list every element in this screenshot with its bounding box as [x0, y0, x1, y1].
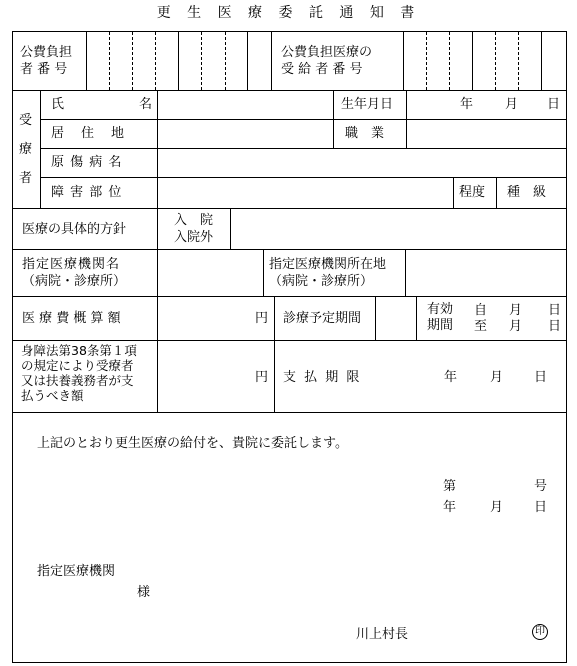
- patient-section-label: 受 療 者: [19, 113, 33, 186]
- row-divider: [40, 119, 566, 120]
- payment-law-text: 身障法第38条第１項 の規定により受療者 又は扶養義務者が支 払うべき額: [21, 343, 137, 403]
- deadline-day: 日: [534, 370, 548, 385]
- treatment-period-label: 診療予定期間: [283, 311, 362, 326]
- column-divider: [230, 208, 231, 249]
- birth-day-label: 日: [547, 97, 561, 112]
- disability-label: 障 害 部 位: [51, 185, 123, 200]
- column-divider: [157, 249, 158, 296]
- name-label-first: 氏: [51, 97, 65, 112]
- deadline-month: 月: [490, 370, 504, 385]
- digit-divider: [132, 32, 133, 90]
- birthdate-label: 生年月日: [341, 97, 394, 112]
- period-to-label: 至: [474, 319, 488, 334]
- inpatient-option: 入 院: [174, 213, 214, 228]
- recipient-number-label: 公費負担医療の 受 給 者 番 号: [281, 45, 373, 77]
- birth-year-label: 年: [460, 97, 474, 112]
- column-divider: [472, 32, 473, 90]
- cost-yen-unit: 円: [255, 311, 269, 326]
- form-table: [12, 31, 567, 663]
- digit-divider: [225, 32, 226, 90]
- row-divider: [40, 177, 566, 178]
- issue-date-month: 月: [490, 500, 504, 515]
- column-divider: [453, 177, 454, 208]
- address-label: 居 住 地: [51, 126, 127, 141]
- column-divider: [86, 32, 87, 90]
- row-divider: [13, 249, 566, 250]
- payment-deadline-label: 支 払 期 限: [283, 370, 362, 385]
- delegation-statement: 上記のとおり更生医療の給付を、貴院に委託します。: [37, 436, 348, 451]
- column-divider: [157, 90, 158, 208]
- institution-address-sub: （病院・診療所）: [269, 274, 374, 289]
- grade-label: 種 級: [507, 185, 547, 200]
- issuer-name: 川上村長: [356, 627, 409, 642]
- period-to-day: 日: [548, 319, 562, 334]
- column-divider: [247, 32, 248, 90]
- column-divider: [541, 32, 542, 90]
- institution-address-label: 指定医療機関所在地: [269, 257, 387, 272]
- digit-divider: [449, 32, 450, 90]
- document-number-prefix: 第: [443, 479, 457, 494]
- row-divider: [13, 208, 566, 209]
- outpatient-option: 入院外: [174, 230, 214, 245]
- column-divider: [406, 90, 407, 148]
- name-label-last: 名: [139, 97, 153, 112]
- valid-period-label: 有効 期間: [427, 302, 454, 333]
- digit-divider: [109, 32, 110, 90]
- column-divider: [375, 296, 376, 340]
- payer-number-label: 公費負担 者 番 号: [20, 45, 73, 77]
- period-from-month: 月: [509, 303, 523, 318]
- occupation-label: 職 業: [345, 126, 385, 141]
- deadline-year: 年: [444, 370, 458, 385]
- column-divider: [178, 32, 179, 90]
- policy-label: 医療の具体的方針: [22, 222, 127, 237]
- column-divider: [157, 296, 158, 412]
- period-from-label: 自: [474, 303, 488, 318]
- row-divider: [13, 296, 566, 297]
- recipient-institution-label: 指定医療機関: [37, 564, 116, 579]
- digit-divider: [426, 32, 427, 90]
- period-from-day: 日: [548, 303, 562, 318]
- honorific-label: 様: [137, 585, 151, 600]
- row-divider: [13, 340, 566, 341]
- row-divider: [13, 90, 566, 91]
- column-divider: [157, 208, 158, 249]
- column-divider: [405, 249, 406, 296]
- column-divider: [403, 32, 404, 90]
- column-divider: [496, 177, 497, 208]
- column-divider: [274, 296, 275, 412]
- row-divider: [40, 148, 566, 149]
- digit-divider: [518, 32, 519, 90]
- issue-date-year: 年: [443, 500, 457, 515]
- payment-yen-unit: 円: [255, 370, 269, 385]
- column-divider: [40, 90, 41, 208]
- birth-month-label: 月: [505, 97, 519, 112]
- digit-divider: [495, 32, 496, 90]
- column-divider: [416, 296, 417, 340]
- cost-estimate-label: 医 療 費 概 算 額: [22, 311, 121, 326]
- period-to-month: 月: [509, 319, 523, 334]
- document-title: 更 生 医 療 委 託 通 知 書: [156, 5, 421, 21]
- digit-divider: [201, 32, 202, 90]
- column-divider: [271, 32, 272, 90]
- column-divider: [263, 249, 264, 296]
- issue-date-day: 日: [534, 500, 548, 515]
- seal-mark: 印: [532, 624, 548, 640]
- digit-divider: [155, 32, 156, 90]
- row-divider: [13, 412, 566, 413]
- document-number-suffix: 号: [534, 479, 548, 494]
- degree-label: 程度: [459, 185, 486, 200]
- institution-name-sub: （病院・診療所）: [22, 274, 127, 289]
- disease-label: 原 傷 病 名: [51, 155, 123, 170]
- institution-name-label: 指定医療機関名: [22, 257, 121, 272]
- column-divider: [333, 90, 334, 148]
